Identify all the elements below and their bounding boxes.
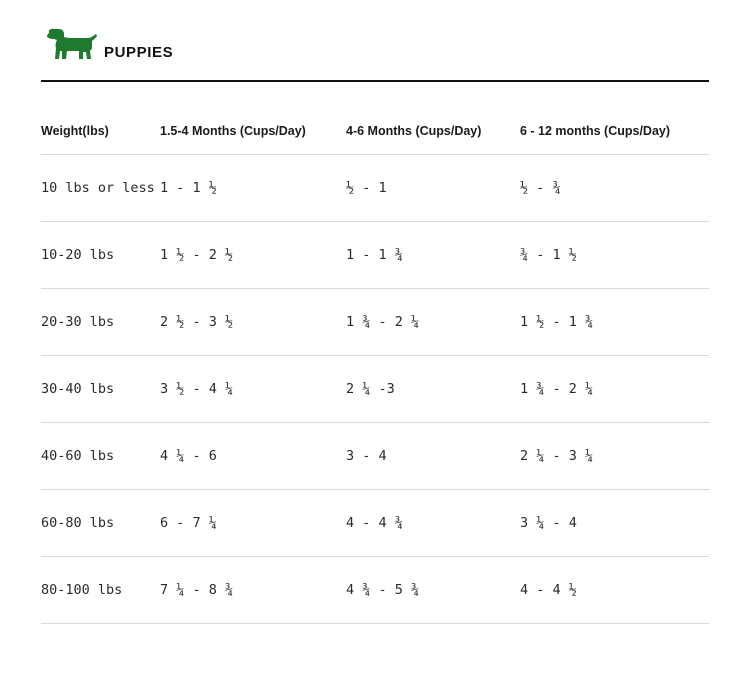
weight-cell: 60-80 lbs bbox=[41, 490, 160, 557]
table-row bbox=[41, 155, 709, 222]
dog-icon bbox=[46, 27, 98, 61]
column-header-1-5-4-months: 1.5-4 Months (Cups/Day) bbox=[160, 108, 346, 155]
value-cell: 1 ¾ - 2 ¼ bbox=[520, 356, 709, 423]
value-cell: 3 ½ - 4 ¼ bbox=[160, 356, 346, 423]
value-cell: 4 - 4 ¾ bbox=[346, 490, 520, 557]
value-cell: 7 ¼ - 8 ¾ bbox=[160, 557, 346, 624]
page-title: PUPPIES bbox=[104, 44, 174, 61]
table-row bbox=[41, 222, 709, 289]
value-cell: ½ - 1 bbox=[346, 155, 520, 222]
value-cell: 1 ½ - 2 ½ bbox=[160, 222, 346, 289]
value-cell: 4 ¾ - 5 ¾ bbox=[346, 557, 520, 624]
value-cell: 6 - 7 ¼ bbox=[160, 490, 346, 557]
value-cell: 2 ½ - 3 ½ bbox=[160, 289, 346, 356]
weight-cell: 80-100 lbs bbox=[41, 557, 160, 624]
column-header-weight: Weight(lbs) bbox=[41, 108, 160, 155]
column-header-6-12-months: 6 - 12 months (Cups/Day) bbox=[520, 108, 709, 155]
value-cell: ¾ - 1 ½ bbox=[520, 222, 709, 289]
weight-cell: 10-20 lbs bbox=[41, 222, 160, 289]
table-row bbox=[41, 490, 709, 557]
value-cell: 1 - 1 ½ bbox=[160, 155, 346, 222]
table-row bbox=[41, 423, 709, 490]
weight-cell: 20-30 lbs bbox=[41, 289, 160, 356]
value-cell: 1 ¾ - 2 ¼ bbox=[346, 289, 520, 356]
weight-cell: 40-60 lbs bbox=[41, 423, 160, 490]
value-cell: 4 ¼ - 6 bbox=[160, 423, 346, 490]
table-header-row bbox=[41, 108, 709, 155]
column-header-4-6-months: 4-6 Months (Cups/Day) bbox=[346, 108, 520, 155]
table-row bbox=[41, 557, 709, 624]
table-row bbox=[41, 356, 709, 423]
value-cell: 2 ¼ -3 bbox=[346, 356, 520, 423]
value-cell: 1 ½ - 1 ¾ bbox=[520, 289, 709, 356]
feeding-table bbox=[41, 108, 709, 624]
value-cell: 1 - 1 ¾ bbox=[346, 222, 520, 289]
value-cell: 3 ¼ - 4 bbox=[520, 490, 709, 557]
value-cell: 3 - 4 bbox=[346, 423, 520, 490]
value-cell: ½ - ¾ bbox=[520, 155, 709, 222]
weight-cell: 10 lbs or less bbox=[41, 155, 160, 222]
section-header bbox=[41, 24, 709, 82]
value-cell: 2 ¼ - 3 ¼ bbox=[520, 423, 709, 490]
value-cell: 4 - 4 ½ bbox=[520, 557, 709, 624]
weight-cell: 30-40 lbs bbox=[41, 356, 160, 423]
table-row bbox=[41, 289, 709, 356]
